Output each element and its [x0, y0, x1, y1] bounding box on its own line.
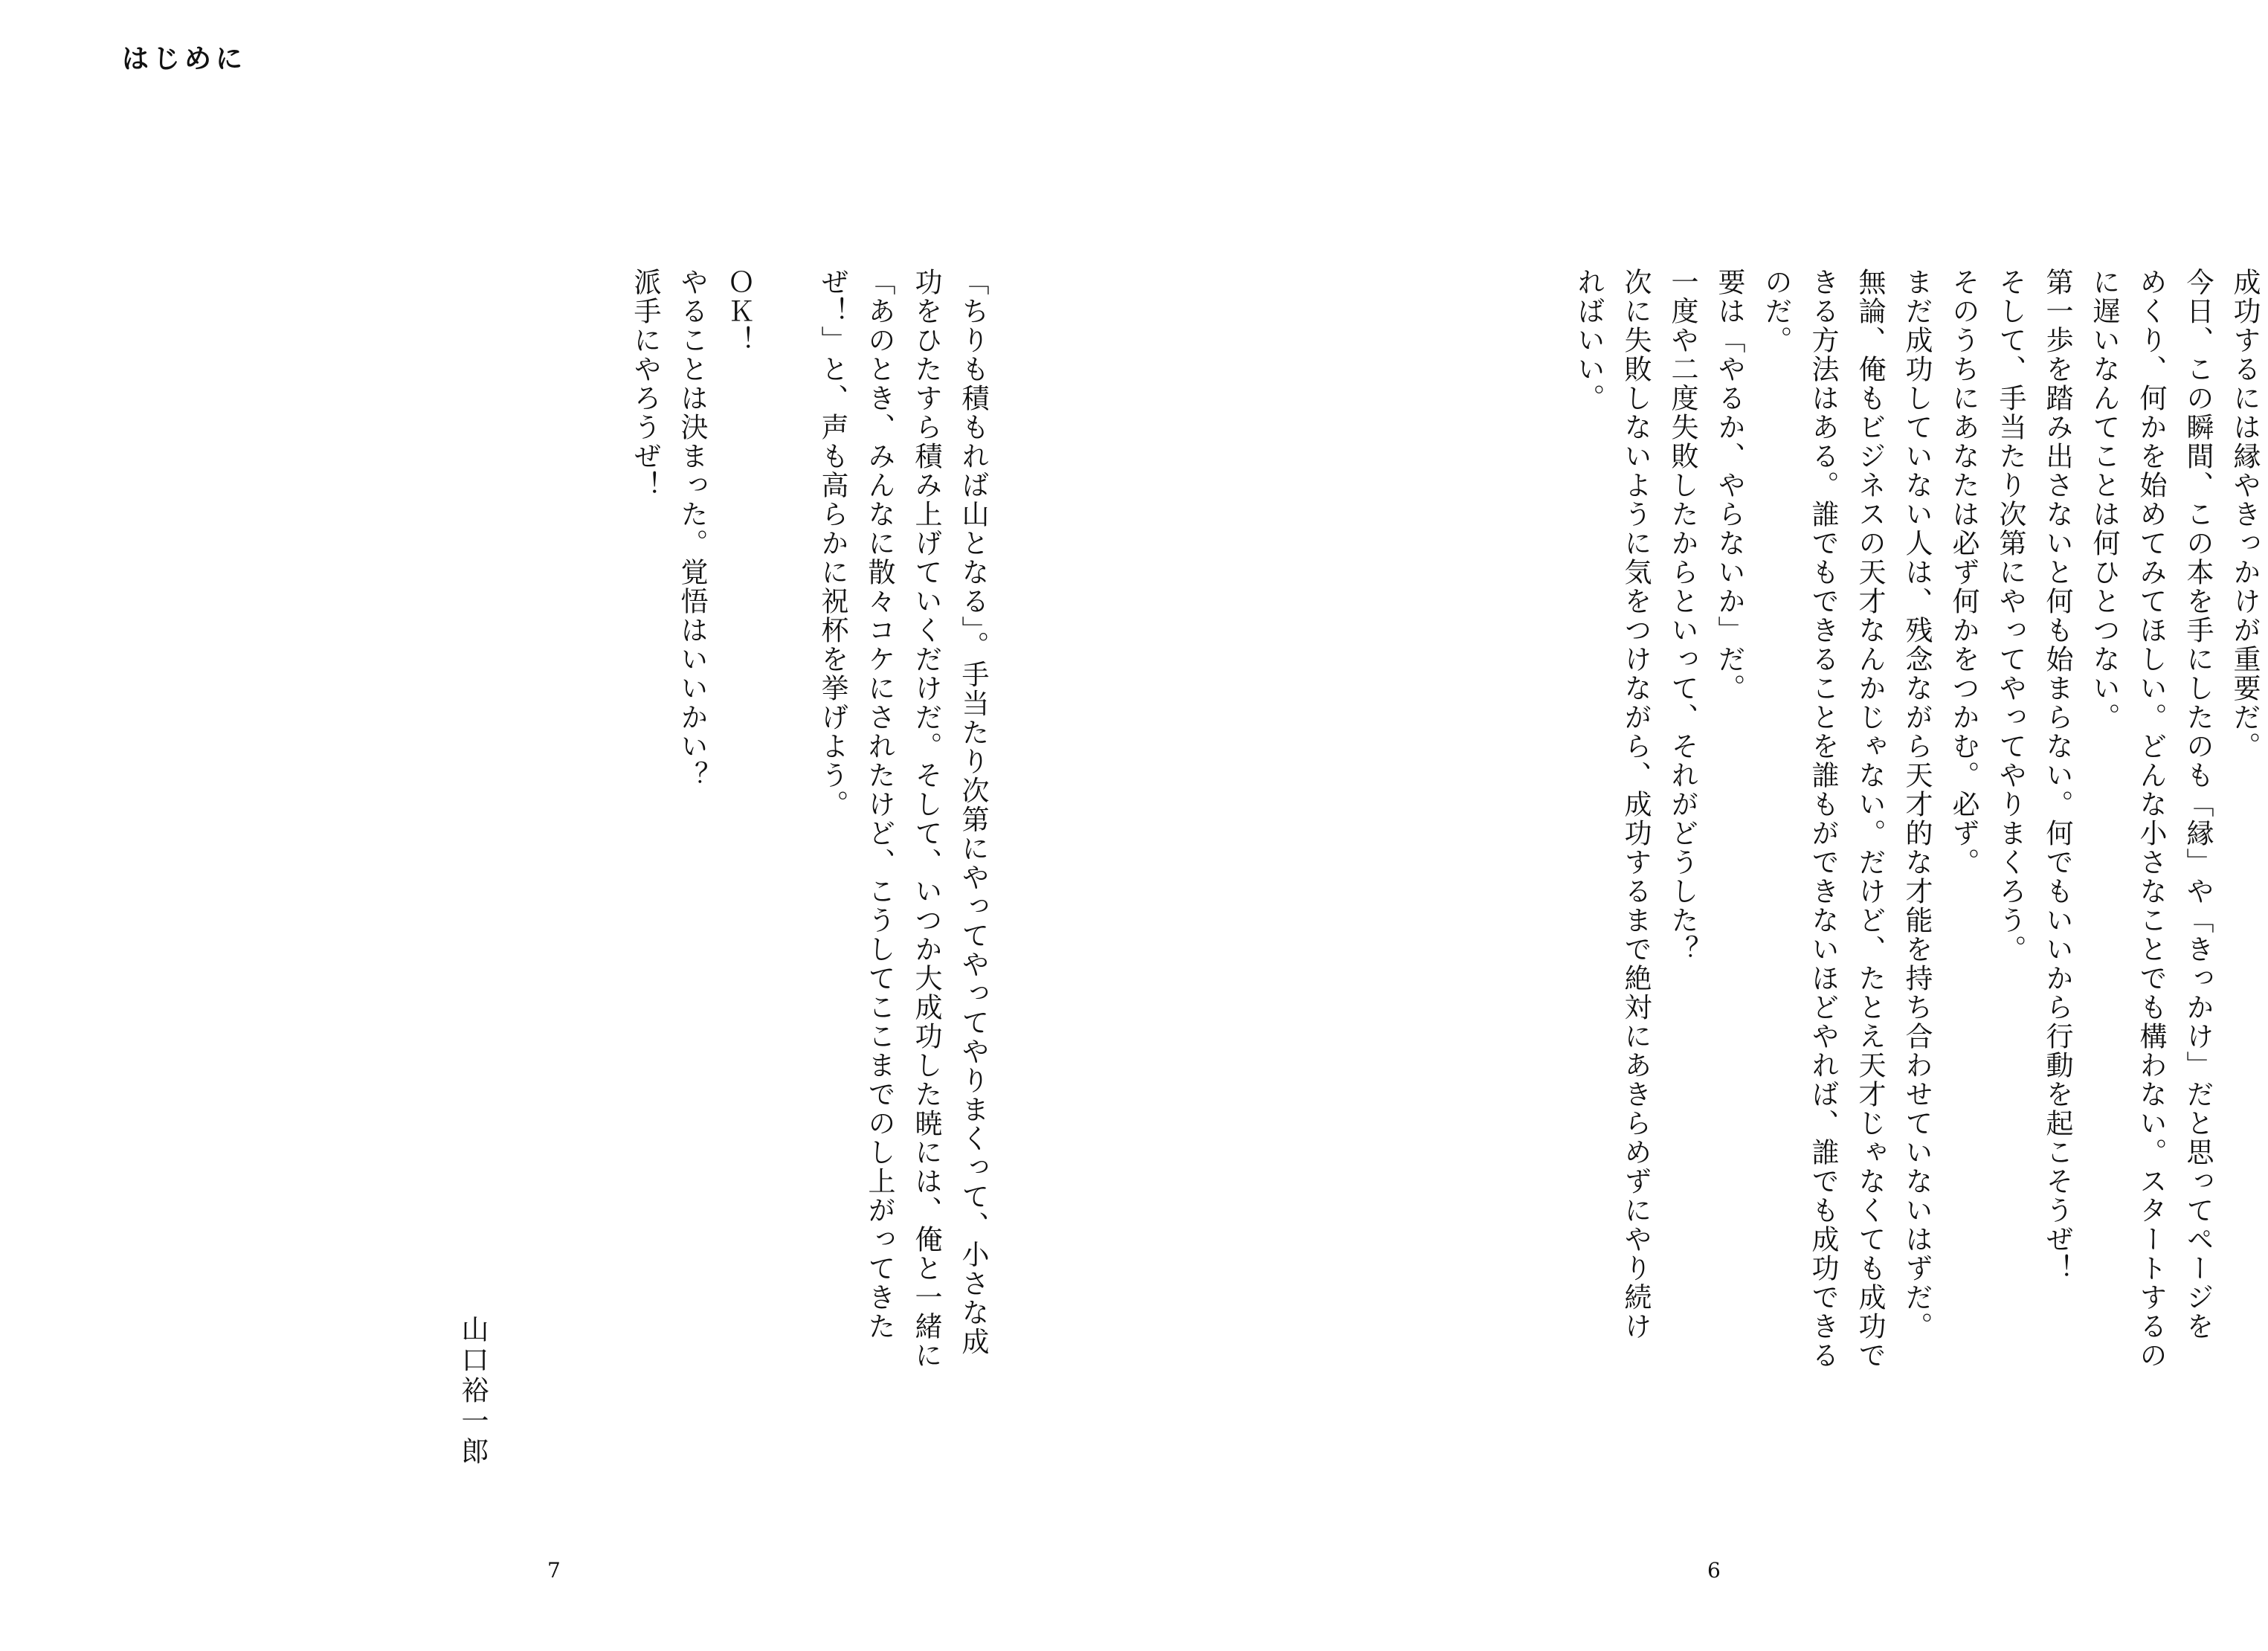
- body-line: 今日、この瞬間、この本を手にしたのも「縁」や「きっかけ」だと思ってページを: [2182, 268, 2214, 1341]
- body-line: ＯＫ！: [723, 268, 755, 355]
- body-line: めくり、何かを始めてみてほしい。どんな小さなことでも構わない。スタートするの: [2135, 268, 2167, 1370]
- body-line: 次に失敗しないように気をつけながら、成功するまで絶対にあきらめずにやり続け: [1620, 268, 1652, 1341]
- body-line: ぜ！」と、声も高らかに祝杯を挙げよう。: [816, 268, 848, 819]
- body-line: 成功するには縁やきっかけが重要だ。: [2229, 268, 2261, 761]
- body-line: のだ。: [1760, 268, 1792, 355]
- body-line: 「あのとき、みんなに散々コケにされたけど、こうしてここまでのし上がってきた: [863, 268, 895, 1341]
- body-line: に遅いなんてことは何ひとつない。: [2088, 268, 2120, 732]
- body-line: 功をひたすら積み上げていくだけだ。そして、いつか大成功した暁には、俺と一緒に: [910, 268, 942, 1370]
- body-line: 要は「やるか、やらないか」だ。: [1713, 268, 1745, 703]
- body-line: まだ成功していない人は、残念ながら天才的な才能を持ち合わせていないはずだ。: [1901, 268, 1933, 1341]
- body-line: ればいい。: [1573, 268, 1605, 413]
- body-line: 無論、俺もビジネスの天才なんかじゃない。だけど、たとえ天才じゃなくても成功で: [1854, 268, 1886, 1370]
- page-number-left: 7: [547, 1558, 561, 1583]
- page-number-right: 6: [1707, 1558, 1721, 1583]
- body-line: 第一歩を踏み出さないと何も始まらない。何でもいいから行動を起こそうぜ！: [2041, 268, 2073, 1283]
- body-line: そのうちにあなたは必ず何かをつかむ。必ず。: [1948, 268, 1979, 877]
- body-line: そして、手当たり次第にやってやってやりまくろう。: [1994, 268, 2026, 964]
- right-page-body: [1301, 268, 2268, 1532]
- body-line: 一度や二度失敗したからといって、それがどうした？: [1666, 268, 1698, 964]
- left-page-body: [550, 268, 996, 1532]
- body-line: 派手にやろうぜ！: [629, 268, 661, 500]
- body-line: 「ちりも積もれば山となる」。手当たり次第にやってやってやりまくって、小さな成: [957, 268, 989, 1356]
- body-line: やることは決まった。覚悟はいいかい？: [676, 268, 708, 790]
- body-line: きる方法はある。誰でもできることを誰もができないほどやれば、誰でも成功できる: [1807, 268, 1839, 1370]
- blank-line: [762, 268, 809, 1532]
- running-head-title: はじめに: [122, 44, 248, 74]
- author-signature: 山口裕一郎: [457, 1315, 489, 1467]
